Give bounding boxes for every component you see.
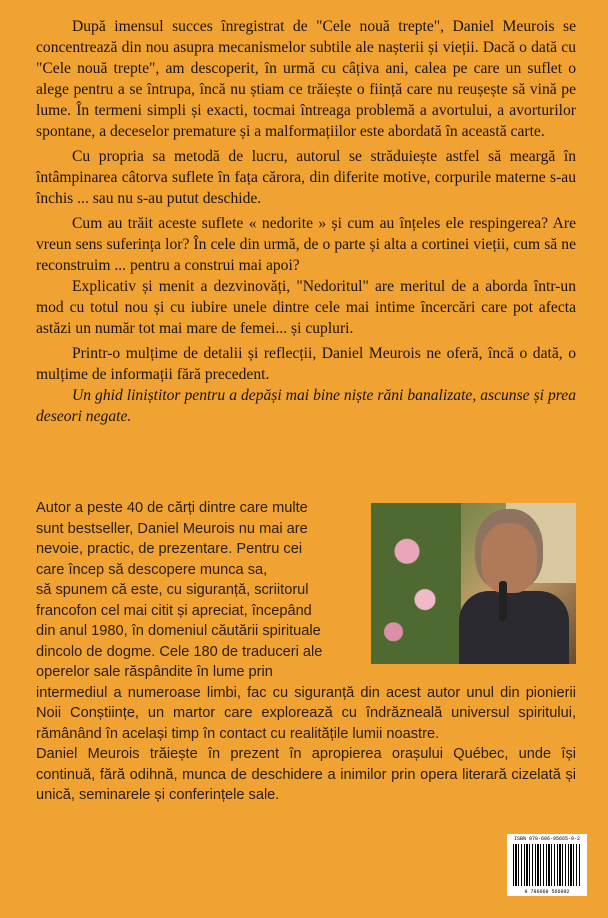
- bio-line: Autor a peste 40 de cărți dintre care multe: [36, 500, 308, 516]
- bio-paragraph: intermediul a numeroase limbi, fac cu siguranță din acest autor unul din pionierii Noii Conștiințe, un martor care explorează cu îndrăzneală universul spiritului, rămânând în același timp în contact cu realitățile lumii noastre.: [36, 684, 576, 742]
- bio-line: sunt bestseller, Daniel Meurois nu mai are: [36, 520, 308, 537]
- description-paragraph: Cu propria sa metodă de lucru, autorul se străduiește astfel să meargă în întâmpinarea câtorva suflete în fața cărora, din diferite motive, corpurile materne s-au închis ... sau nu s-au putut deschide.: [36, 148, 576, 207]
- barcode-bars: [513, 844, 581, 886]
- bio-closing-paragraph: Daniel Meurois trăiește în prezent în apropierea orașului Québec, unde își continuă, fără odihnă, munca de deschidere a inimilor prin opera literară cizelată și unică, seminarele și conferințele sale.: [36, 746, 576, 803]
- bio-line: francofon cel mai citit și apreciat, începând: [36, 602, 312, 619]
- bio-line: dincolo de dogme. Cele 180 de traduceri ale: [36, 643, 323, 660]
- description-paragraph: După imensul succes înregistrat de "Cele nouă trepte", Daniel Meurois se concentrează din nou asupra mecanismelor subtile ale nașterii și vieții. Dacă o dată cu "Cele nouă trepte", am descoperit, în urmă cu câțiva ani, calea pe care un suflet o alege pentru a se întrupa, încă nu știam ce trăiește o ființă care nu reușește să vină pe lume. În termeni simpli și exacti, tocmai întreaga problemă a avortului, a avorturilor spontane, a deceselor premature și a malformațiilor este abordată în această carte.: [36, 18, 576, 140]
- bio-line: operelor sale răspândite în lume prin: [36, 664, 273, 680]
- description-paragraph: Cum au trăit aceste suflete « nedorite » și cum au înțeles ele respingerea? Are vreun sens suferința lor? În cele din urmă, de o parte și alta a cortinei vieții, cum să ne reconstruim ... pentru a construi mai apoi?: [36, 215, 576, 274]
- isbn-barcode: [507, 834, 587, 896]
- bio-line: din anul 1980, în domeniul căutării spirituale: [36, 623, 321, 639]
- bio-line: să spunem că este, cu siguranță, scriitorul: [36, 582, 309, 598]
- book-tagline: Un ghid liniștitor pentru a depăși mai bine niște răni banalizate, ascunse și prea deseori negate.: [36, 387, 576, 425]
- book-description: [36, 16, 576, 427]
- description-paragraph: Explicativ și menit a dezvinovăți, "Nedoritul" are meritul de a aborda într-un mod cu totul nou și cu iubire unele dintre cele mai intime încercări care pot afecta astăzi un număr tot mai mare de femei... și cupluri.: [36, 278, 576, 337]
- description-paragraph: Printr-o mulțime de detalii și reflecții, Daniel Meurois ne oferă, încă o dată, o mulțime de informații fără precedent.: [36, 345, 576, 383]
- bio-line: care încep să descopere munca sa,: [36, 561, 268, 578]
- barcode-digits: 9 786069 566992: [524, 889, 570, 895]
- isbn-number: ISBN 978-606-95665-9-2: [513, 836, 580, 842]
- bio-line: nevoie, practic, de prezentare. Pentru cei: [36, 541, 303, 557]
- author-biography: [36, 498, 576, 806]
